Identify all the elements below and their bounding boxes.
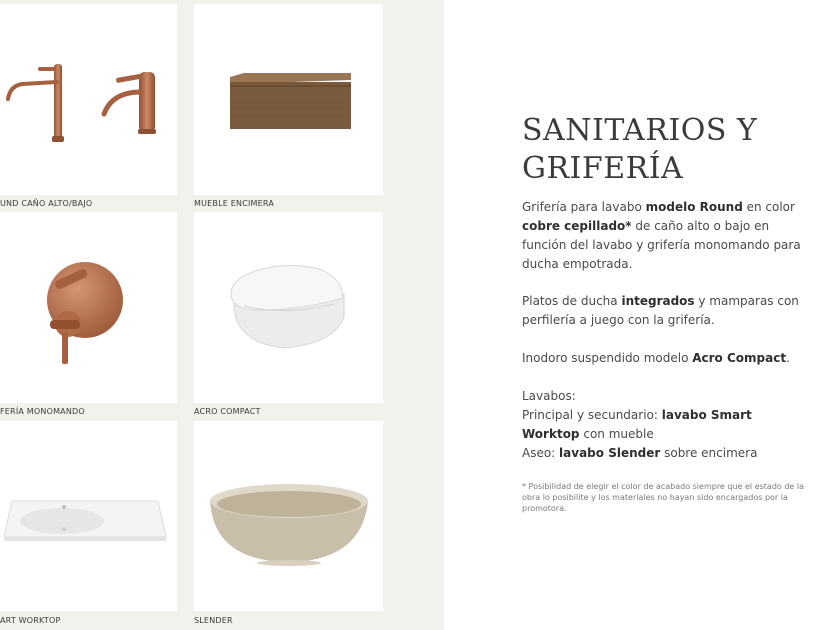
product-caption: SLENDER <box>194 616 233 625</box>
highlight: modelo Round <box>645 200 743 214</box>
worktop-basin-icon <box>0 421 177 611</box>
shower-mixer-icon <box>0 212 177 403</box>
vessel-basin-icon <box>194 421 383 611</box>
text: con mueble <box>579 427 654 441</box>
text: en color <box>742 200 795 214</box>
product-card-wall-toilet <box>194 212 383 403</box>
text: Principal y secundario: <box>522 408 662 422</box>
text: Platos de ducha <box>522 294 622 308</box>
text: Inodoro suspendido modelo <box>522 351 693 365</box>
footnote: * Posibilidad de elegir el color de acabado siempre que el estado de la obra lo posibilite y los materiales no hayan sido encargados por la promotora. <box>522 482 805 513</box>
product-caption: FERÍA MONOMANDO <box>0 407 85 416</box>
product-card-worktop-basin <box>0 421 177 611</box>
toilet-paragraph <box>522 349 802 368</box>
page-title <box>522 112 822 188</box>
faucet-icon <box>0 4 177 195</box>
highlight: integrados <box>621 294 695 308</box>
wall-toilet-icon <box>194 212 383 403</box>
highlight: lavabo Smart Worktop <box>522 408 752 441</box>
title-line-2: GRIFERÍA <box>522 151 684 186</box>
highlight: Acro Compact <box>692 351 787 365</box>
product-caption: ART WORKTOP <box>0 616 61 625</box>
vanity-cabinet-icon <box>194 4 383 195</box>
text: de caño alto o bajo en función del lavabo y grifería monomando para ducha empotrada. <box>522 219 801 271</box>
title-line-1: SANITARIOS Y <box>522 113 758 148</box>
description-panel <box>444 0 840 630</box>
text: sobre encimera <box>660 446 758 460</box>
faucet-paragraph <box>522 198 802 274</box>
text: Aseo: <box>522 446 560 460</box>
text: Grifería para lavabo <box>522 200 646 214</box>
product-caption: MUEBLE ENCIMERA <box>194 199 275 208</box>
text: y mamparas con perfilería a juego con la grifería. <box>522 294 799 327</box>
product-card-round-faucet <box>0 4 177 195</box>
product-card-vanity-cabinet <box>194 4 383 195</box>
basins-heading: Lavabos: <box>522 389 576 403</box>
product-card-shower-mixer <box>0 212 177 403</box>
shower-paragraph <box>522 292 802 330</box>
product-caption: ACRO COMPACT <box>194 407 261 416</box>
basins-paragraph <box>522 387 802 463</box>
highlight: cobre cepillado* <box>522 219 632 233</box>
highlight: lavabo Slender <box>559 446 661 460</box>
text: . <box>786 351 790 365</box>
product-caption: UND CAÑO ALTO/BAJO <box>0 199 93 208</box>
product-card-vessel-basin <box>194 421 383 611</box>
